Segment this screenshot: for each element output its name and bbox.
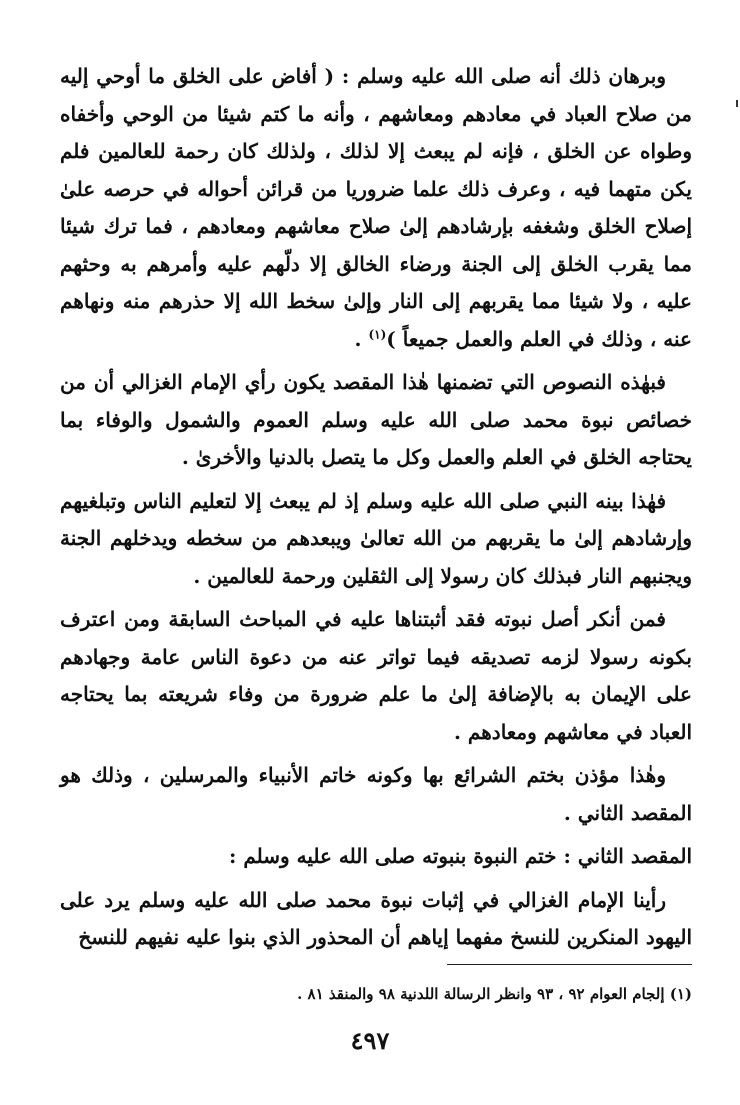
paragraph-6: رأينا الإمام الغزالي في إثبات نبوة محمد صلى الله عليه وسلم يرد على اليهود المنكرين للنسخ مفهما إياهم أن المحذور الذي بنوا عليه نفيهم للنسخ	[60, 887, 692, 949]
paragraph-1-text: وبرهان ذلك أنه صلى الله عليه وسلم : ( أفاض على الخلق ما أوحي إليه من صلاح العباد في معادهم ومعاشهم ، وأنه ما كتم شيئا من الوحي وأخفاه وطواه عن الخلق ، فإنه لم يبعث إلا لذلك ، ولذلك كان رحمة للعالمين فلم يكن متهما فيه ، وعرف ذلك علما ضروريا من قرائن أحواله في حرصه علىٰ إصلاح الخلق وشغفه بإرشادهم إلىٰ صلاح معاشهم ومعادهم ، فما ترك شيئا مما يقرب الخلق إلى الجنة ورضاء الخالق إلا دلّهم عليه وأمرهم به وحثهم عليه ، ولا شيئا مما يقربهم إلى النار وإلىٰ سخط الله إلا حذرهم منه ونهاهم عنه ، وذلك في العلم والعمل جميعاً )	[60, 64, 693, 351]
section-heading-text: : ختم النبوة بنبوته صلى الله عليه وسلم :	[228, 844, 578, 868]
main-text	[60, 58, 692, 963]
paragraph-2: فبهٰذه النصوص التي تضمنها هٰذا المقصد يكون رأي الإمام الغزالي أن من خصائص نبوة محمد صلى الله عليه وسلم العموم والشمول والوفاء بما يحتاجه الخلق في العلم والعمل وكل ما يتصل بالدنيا والأخرىٰ .	[60, 370, 692, 469]
paragraph-1-tail: .	[354, 326, 369, 351]
footnote-reference[interactable]: (١)	[368, 326, 387, 341]
section-heading-title: المقصد الثاني	[577, 844, 692, 868]
footnote-divider	[447, 964, 692, 965]
paragraph-4: فمن أنكر أصل نبوته فقد أثبتناها عليه في المباحث السابقة ومن اعترف بكونه رسولا لزمه تصديقه فيما تواتر عنه من دعوة الناس عامة وجهادهم على الإيمان به بالإضافة إلىٰ ما علم ضرورة من وفاء شريعته بما يحتاجه العباد في معاشهم ومعادهم .	[60, 607, 692, 744]
paragraph-5: وهٰذا مؤذن بختم الشرائع بها وكونه خاتم الأنبياء والمرسلين ، وذلك هو المقصد الثاني .	[60, 763, 692, 825]
page-number: ٤٩٧	[350, 1026, 390, 1055]
section-heading	[60, 838, 692, 876]
paragraph-3: فهٰذا بينه النبي صلى الله عليه وسلم إذ لم يبعث إلا لتعليم الناس وتبلغيهم وإرشادهم إلىٰ ما يقربهم من الله تعالىٰ ويبعدهم من سخطه ويدخلهم الجنة ويجنبهم النار فبذلك كان رسولا إلى الثقلين ورحمة للعالمين .	[60, 488, 692, 588]
margin-mark	[736, 100, 738, 107]
paragraph-1	[60, 58, 692, 358]
footnote: (١) إلجام العوام ٩٢ ، ٩٣ وانظر الرسالة اللدنية ٩٨ والمنقذ ٨١ .	[297, 985, 692, 1003]
